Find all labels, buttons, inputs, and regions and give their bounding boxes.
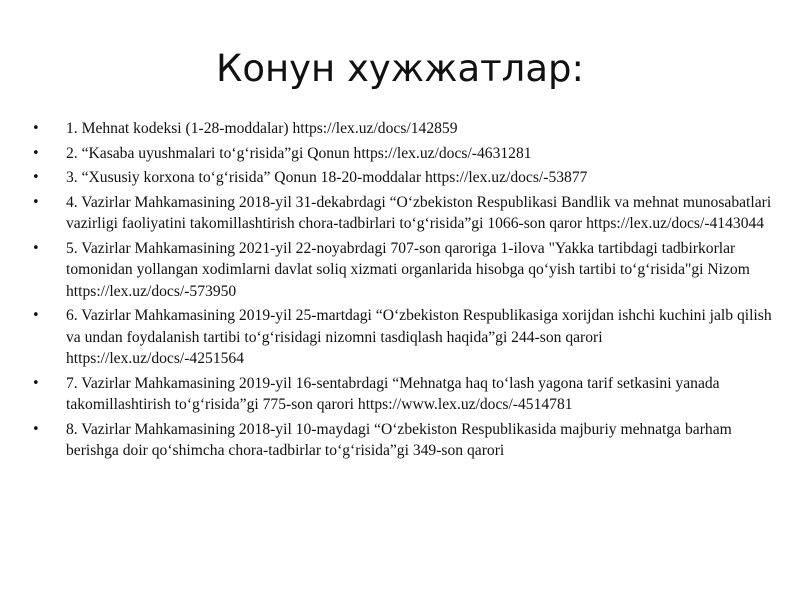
list-item-text: 5. Vazirlar Mahkamasining 2021-yil 22-noyabrdagi 707-son qaroriga 1-ilova "Yakka tartibdagi tadbirkorlar tomonidan yollangan xodimlarni davlat soliq xizmati organlarida hisobga qo‘yish tartibi to‘g‘risida"gi Nizom https://lex.uz/docs/-573950 <box>66 239 750 300</box>
list-item <box>30 373 775 416</box>
list-item-text: 2. “Kasaba uyushmalari to‘g‘risida”gi Qonun https://lex.uz/docs/-4631281 <box>66 144 532 162</box>
bullet-icon: • <box>32 308 40 323</box>
bullet-icon: • <box>32 240 40 256</box>
slide-title: Конун хужжатлар: <box>216 47 584 90</box>
list-item <box>30 305 775 370</box>
bullet-list <box>30 118 775 465</box>
bullet-icon: • <box>32 375 40 391</box>
list-item <box>30 167 775 189</box>
bullet-icon: • <box>32 170 40 185</box>
list-item-text: 8. Vazirlar Mahkamasining 2018-yil 10-maydagi “O‘zbekiston Respublikasida majburiy mehnatga barham berishga doir qo‘shimcha chora-tadbirlar to‘g‘risida”gi 349-son qarori <box>66 420 732 459</box>
bullet-icon: • <box>32 421 40 437</box>
bullet-icon: • <box>32 145 40 161</box>
list-item-text: 4. Vazirlar Mahkamasining 2018-yil 31-dekabrdagi “O‘zbekiston Respublikasi Bandlik va mehnat munosabatlari vazirligi faoliyatini takomillashtirish chora-tadbirlari to‘g‘risida”gi 1066-son qaror https://lex.uz/docs/-4143044 <box>66 193 772 232</box>
bullet-icon: • <box>32 194 40 210</box>
list-item-text: 1. Mehnat kodeksi (1-28-moddalar) https://lex.uz/docs/142859 <box>66 120 458 137</box>
list-item <box>30 192 775 235</box>
list-item <box>30 118 775 140</box>
list-item <box>30 238 775 303</box>
list-item <box>30 419 775 462</box>
list-item-text: 7. Vazirlar Mahkamasining 2019-yil 16-sentabrdagi “Mehnatga haq to‘lash yagona tarif setkasini yanada takomillashtirish to‘g‘risida”gi 775-son qarori https://www.lex.uz/docs/-4514781 <box>66 374 720 413</box>
list-item <box>30 143 775 165</box>
bullet-icon: • <box>32 121 40 136</box>
list-item-text: 6. Vazirlar Mahkamasining 2019-yil 25-martdagi “O‘zbekiston Respublikasiga xorijdan ishchi kuchini jalb qilish va undan foydalanish tartibi to‘g‘risidagi nizomni tasdiqlash haqida”gi 244-son qarori https://lex.uz/docs/-4251564 <box>66 307 772 367</box>
list-item-text: 3. “Xususiy korxona to‘g‘risida” Qonun 18-20-moddalar https://lex.uz/docs/-53877 <box>66 169 588 186</box>
